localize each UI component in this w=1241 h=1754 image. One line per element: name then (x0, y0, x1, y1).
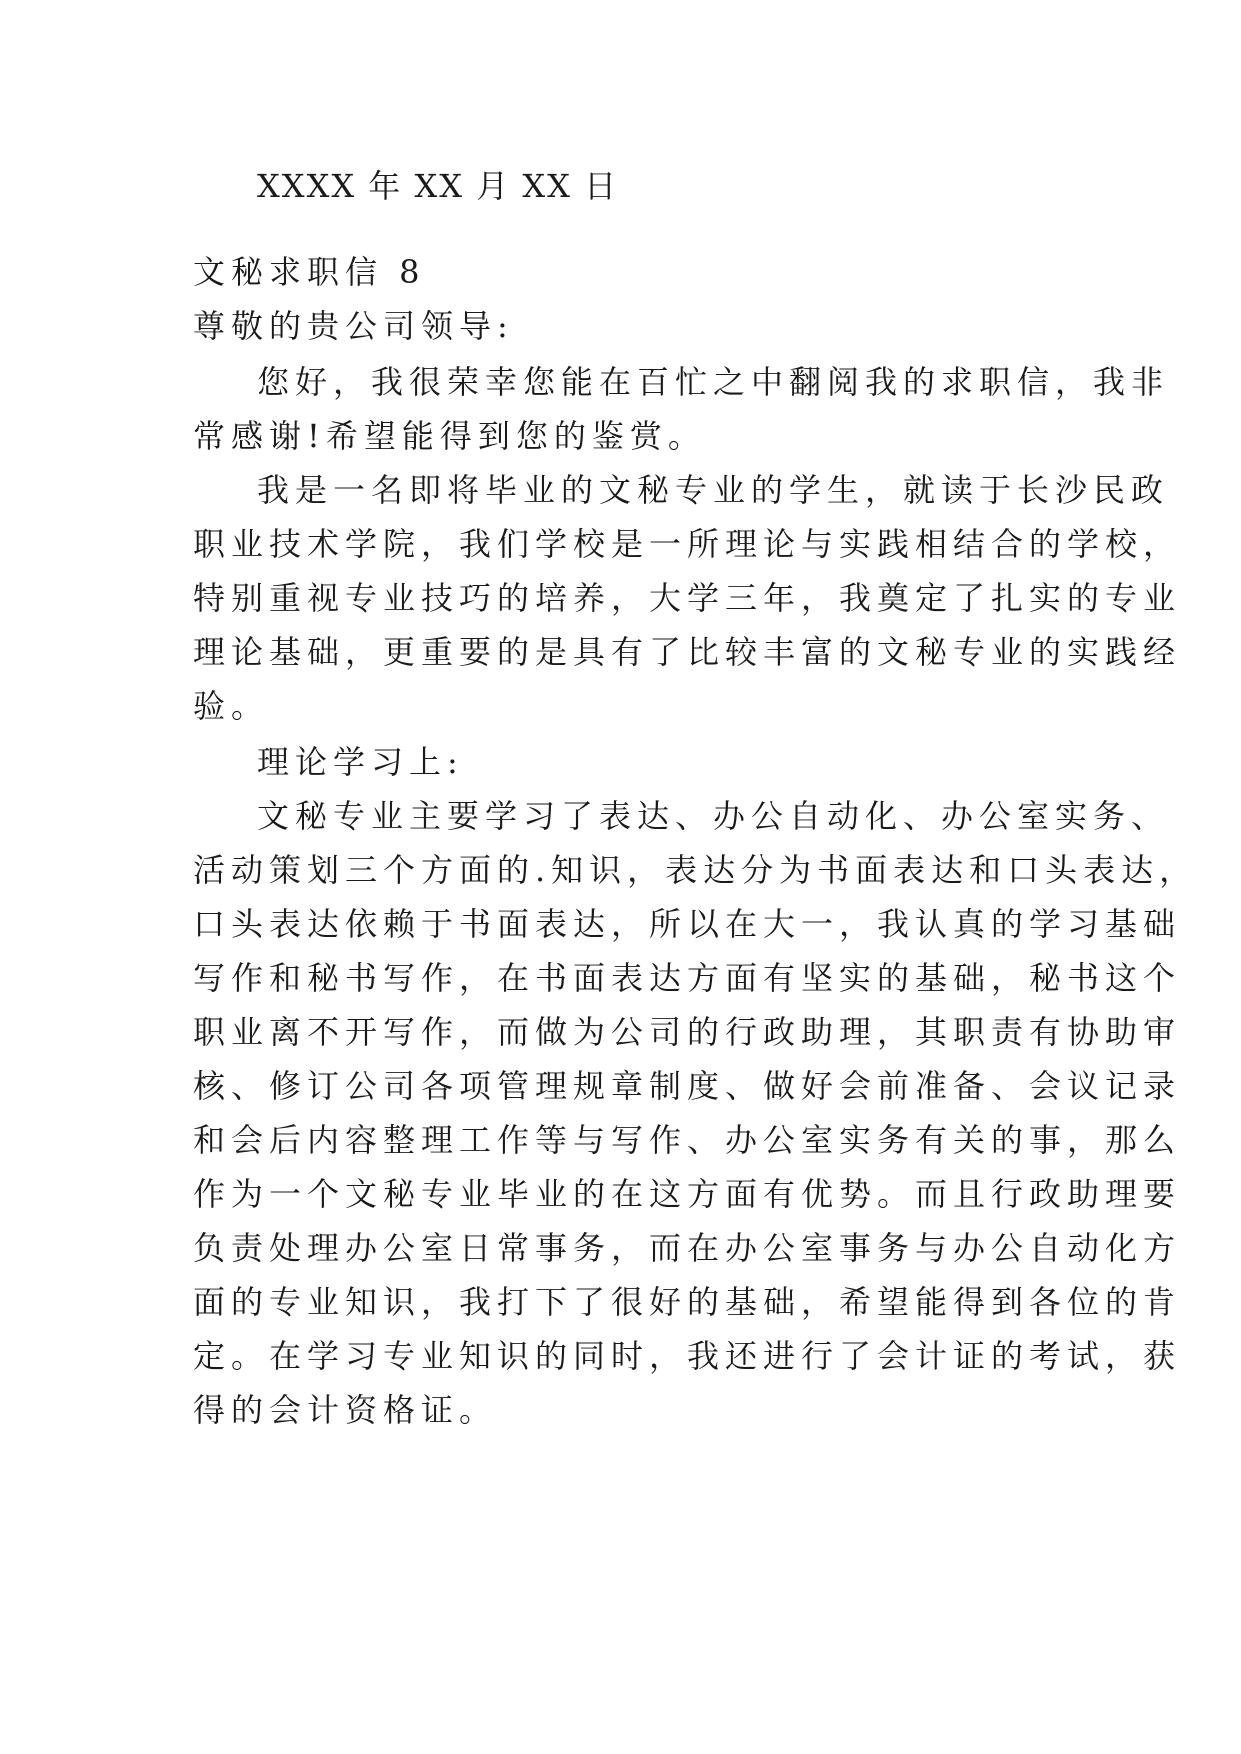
paragraph-line: 面的专业知识，我打下了很好的基础，希望能得到各位的肯 (193, 1283, 1182, 1321)
paragraph-line: 职业离不开写作，而做为公司的行政助理，其职责有协助审 (193, 1013, 1182, 1051)
paragraph-line: 常感谢!希望能得到您的鉴赏。 (193, 417, 706, 455)
paragraph-line: 理论基础，更重要的是具有了比较丰富的文秘专业的实践经 (193, 633, 1182, 671)
paragraph-line: 活动策划三个方面的.知识，表达分为书面表达和口头表达， (193, 851, 1198, 889)
paragraph-line: 文秘专业主要学习了表达、办公自动化、办公室实务、 (257, 797, 1170, 835)
paragraph-line: 口头表达依赖于书面表达，所以在大一，我认真的学习基础 (193, 905, 1182, 943)
paragraph-line: 作为一个文秘专业毕业的在这方面有优势。而且行政助理要 (193, 1175, 1182, 1213)
paragraph-line: 核、修订公司各项管理规章制度、做好会前准备、会议记录 (193, 1067, 1182, 1105)
letter-salutation: 尊敬的贵公司领导: (193, 307, 514, 345)
letter-date: XXXX 年 XX 月 XX 日 (257, 167, 619, 205)
paragraph-line: 负责处理办公室日常事务，而在办公室事务与办公自动化方 (193, 1229, 1182, 1267)
paragraph-line: 得的会计资格证。 (193, 1391, 498, 1429)
paragraph-line: 验。 (193, 687, 270, 725)
paragraph-line: 我是一名即将毕业的文秘专业的学生，就读于长沙民政 (257, 471, 1170, 509)
paragraph-line: 和会后内容整理工作等与写作、办公室实务有关的事，那么 (193, 1121, 1182, 1159)
section-heading: 理论学习上: (257, 743, 464, 781)
paragraph-line: 特别重视专业技巧的培养，大学三年，我奠定了扎实的专业 (193, 579, 1182, 617)
paragraph-line: 定。在学习专业知识的同时，我还进行了会计证的考试，获 (193, 1337, 1182, 1375)
paragraph-line: 您好，我很荣幸您能在百忙之中翻阅我的求职信，我非 (257, 363, 1170, 401)
letter-title: 文秘求职信 8 (193, 253, 426, 291)
paragraph-line: 职业技术学院，我们学校是一所理论与实践相结合的学校， (193, 525, 1182, 563)
paragraph-line: 写作和秘书写作，在书面表达方面有坚实的基础，秘书这个 (193, 959, 1182, 997)
